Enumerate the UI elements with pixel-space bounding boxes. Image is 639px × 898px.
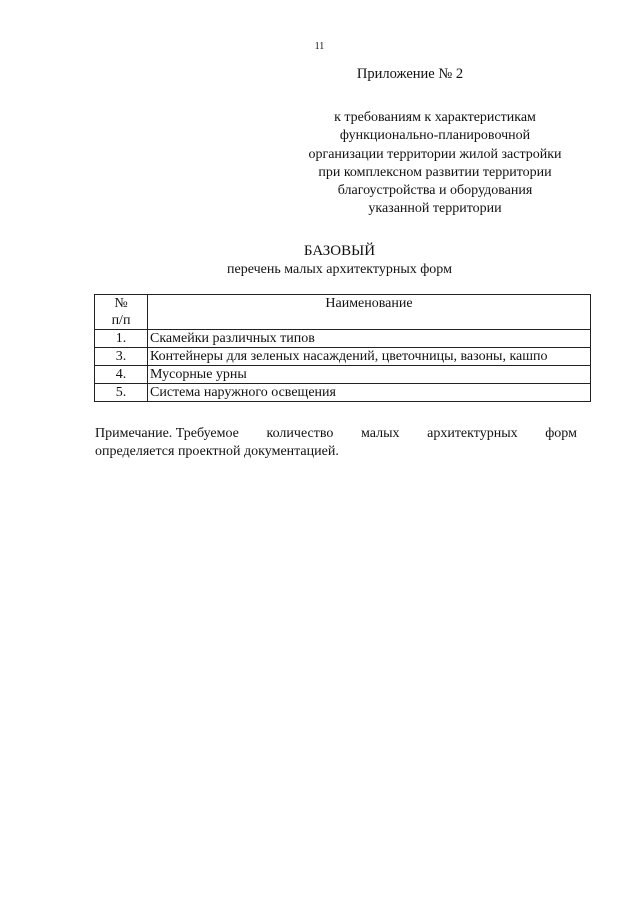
table-row — [95, 348, 591, 366]
note-word: Примечание. Требуемое — [95, 426, 239, 441]
appendix-subtitle-line: при комплексном развитии территории — [318, 164, 552, 180]
note-paragraph — [95, 425, 577, 461]
table-row — [95, 384, 591, 402]
row-number: 3. — [95, 348, 148, 366]
document-subheading: перечень малых архитектурных форм — [227, 262, 452, 277]
table-header-row — [95, 295, 591, 330]
appendix-subtitle-line: функционально-планировочной — [339, 128, 531, 144]
row-name: Мусорные урны — [148, 366, 591, 384]
appendix-subtitle — [290, 109, 580, 219]
appendix-subtitle-line: организации территории жилой застройки — [308, 146, 562, 162]
header-number — [95, 295, 148, 330]
appendix-subtitle-line: указанной территории — [368, 201, 502, 217]
appendix-subtitle-line: благоустройства и оборудования — [337, 183, 533, 199]
appendix-title: Приложение № 2 — [356, 66, 464, 82]
header-number-abbr: п/п — [111, 313, 131, 328]
table-row — [95, 330, 591, 348]
appendix-subtitle-line: к требованиям к характеристикам — [334, 110, 536, 125]
page-number: 11 — [314, 41, 325, 52]
row-name: Скамейки различных типов — [148, 330, 591, 348]
table-row — [95, 366, 591, 384]
note-line: определяется проектной документацией. — [95, 444, 339, 459]
note-word: малых — [360, 426, 400, 441]
row-number: 1. — [95, 330, 148, 348]
row-number: 5. — [95, 384, 148, 402]
row-name: Система наружного освещения — [148, 384, 591, 402]
forms-table — [94, 294, 591, 402]
header-name: Наименование — [148, 295, 591, 330]
document-heading: БАЗОВЫЙ — [303, 243, 376, 259]
note-line — [95, 425, 577, 443]
note-word: архитектурных — [427, 426, 518, 441]
row-number: 4. — [95, 366, 148, 384]
row-name: Контейнеры для зеленых насаждений, цветочницы, вазоны, кашпо — [148, 348, 591, 366]
header-number-symbol: № — [114, 296, 128, 311]
note-word: форм — [545, 426, 577, 441]
note-word: количество — [266, 426, 334, 441]
